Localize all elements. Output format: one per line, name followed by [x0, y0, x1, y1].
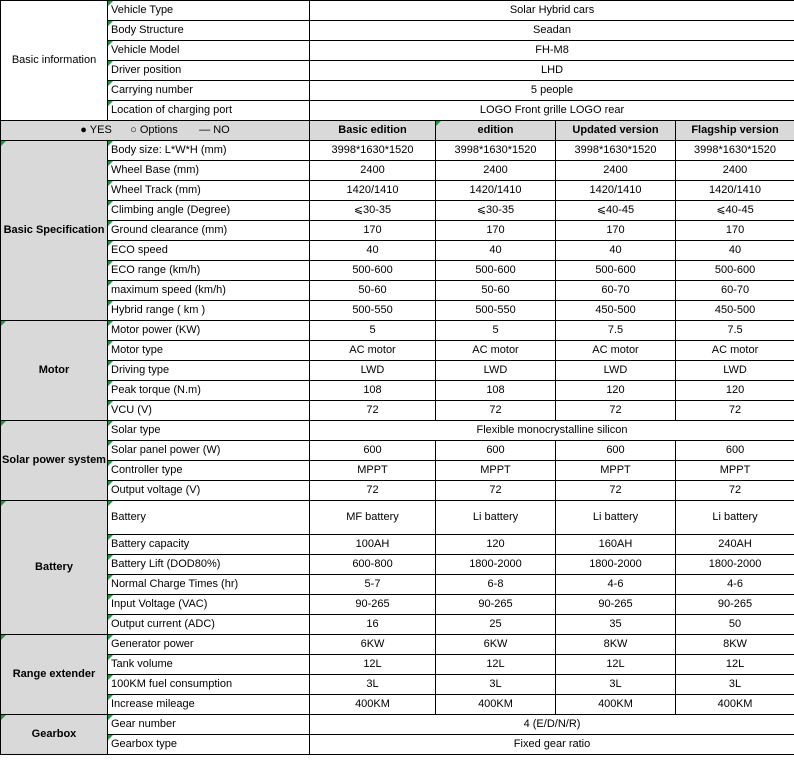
spec-value: ⩽40-45: [556, 201, 676, 221]
spec-row: [1, 261, 794, 281]
spec-label: Battery: [108, 501, 310, 535]
spec-value: 40: [310, 241, 436, 261]
info-label: Vehicle Model: [108, 41, 310, 61]
section-gearbox: Gearbox: [1, 715, 108, 755]
spec-value: 5-7: [310, 575, 436, 595]
spec-value: 6KW: [436, 635, 556, 655]
spec-row: [1, 221, 794, 241]
spec-value: 12L: [676, 655, 794, 675]
spec-label: Hybrid range ( km ): [108, 301, 310, 321]
spec-row: [1, 161, 794, 181]
spec-value: 240AH: [676, 535, 794, 555]
spec-value: 72: [556, 481, 676, 501]
spec-label: Solar type: [108, 421, 310, 441]
spec-row: [1, 501, 794, 535]
spec-value: 170: [676, 221, 794, 241]
version-basic-edition: Basic edition: [310, 121, 436, 141]
spec-value: MPPT: [310, 461, 436, 481]
spec-value: 3998*1630*1520: [556, 141, 676, 161]
spec-label: Peak torque (N.m): [108, 381, 310, 401]
spec-label: Battery Lift (DOD80%): [108, 555, 310, 575]
spec-row: [1, 401, 794, 421]
spec-value: 3998*1630*1520: [436, 141, 556, 161]
spec-value-merged: Fixed gear ratio: [310, 735, 794, 755]
spec-row: [1, 695, 794, 715]
spec-value: 500-600: [436, 261, 556, 281]
spec-value: AC motor: [310, 341, 436, 361]
spec-row: [1, 675, 794, 695]
legend-yes: ● YES: [80, 124, 112, 136]
section-range-extender: Range extender: [1, 635, 108, 715]
spec-value: Li battery: [436, 501, 556, 535]
spec-value: 400KM: [556, 695, 676, 715]
spec-row: [1, 461, 794, 481]
info-label: Location of charging port: [108, 101, 310, 121]
spec-row: [1, 735, 794, 755]
spec-row: [1, 301, 794, 321]
spec-label: ECO range (km/h): [108, 261, 310, 281]
spec-value: 12L: [556, 655, 676, 675]
spec-value: MPPT: [676, 461, 794, 481]
spec-value: 90-265: [310, 595, 436, 615]
spec-row: [1, 575, 794, 595]
info-row: [1, 1, 794, 21]
spec-value: 35: [556, 615, 676, 635]
spec-value: 500-600: [556, 261, 676, 281]
spec-value: 600: [436, 441, 556, 461]
spec-value: 72: [556, 401, 676, 421]
spec-value: 72: [436, 481, 556, 501]
spec-value-merged: 4 (E/D/N/R): [310, 715, 794, 735]
spec-row: [1, 615, 794, 635]
spec-value: 2400: [310, 161, 436, 181]
spec-value: 12L: [436, 655, 556, 675]
spec-value: 450-500: [556, 301, 676, 321]
spec-value: 1800-2000: [676, 555, 794, 575]
spec-value: 120: [676, 381, 794, 401]
info-label: Carrying number: [108, 81, 310, 101]
spec-label: Wheel Track (mm): [108, 181, 310, 201]
spec-row: [1, 181, 794, 201]
info-row: [1, 41, 794, 61]
spec-row: [1, 441, 794, 461]
spec-label: Increase mileage: [108, 695, 310, 715]
spec-value: 5: [436, 321, 556, 341]
spec-value: 6-8: [436, 575, 556, 595]
spec-value: 4-6: [676, 575, 794, 595]
spec-row: [1, 341, 794, 361]
info-label: Driver position: [108, 61, 310, 81]
spec-value: 2400: [436, 161, 556, 181]
spec-row: [1, 635, 794, 655]
info-row: [1, 61, 794, 81]
spec-value: LWD: [310, 361, 436, 381]
spec-value: 4-6: [556, 575, 676, 595]
spec-value: LWD: [676, 361, 794, 381]
spec-label: Tank volume: [108, 655, 310, 675]
spec-row: [1, 421, 794, 441]
spec-row: [1, 141, 794, 161]
spec-label: 100KM fuel consumption: [108, 675, 310, 695]
spec-label: Input Voltage (VAC): [108, 595, 310, 615]
spec-value: AC motor: [556, 341, 676, 361]
spec-value: LWD: [436, 361, 556, 381]
info-value: Seadan: [310, 21, 794, 41]
spec-value: 72: [310, 401, 436, 421]
version-edition: edition: [436, 121, 556, 141]
spec-value: MPPT: [436, 461, 556, 481]
spec-value: 1800-2000: [556, 555, 676, 575]
spec-value: AC motor: [676, 341, 794, 361]
info-row: [1, 81, 794, 101]
spec-value: LWD: [556, 361, 676, 381]
spec-label: Battery capacity: [108, 535, 310, 555]
spec-row: [1, 281, 794, 301]
spec-value: 600: [676, 441, 794, 461]
spec-label: Output current (ADC): [108, 615, 310, 635]
spec-row: [1, 555, 794, 575]
spec-row: [1, 321, 794, 341]
spec-row: [1, 201, 794, 221]
spec-value: 500-600: [310, 261, 436, 281]
version-updated: Updated version: [556, 121, 676, 141]
spec-value: 60-70: [676, 281, 794, 301]
spec-value: 2400: [556, 161, 676, 181]
spec-value: 100AH: [310, 535, 436, 555]
spec-label: maximum speed (km/h): [108, 281, 310, 301]
spec-value: 120: [436, 535, 556, 555]
info-value: LOGO Front grille LOGO rear: [310, 101, 794, 121]
spec-value: 500-550: [436, 301, 556, 321]
info-value: Solar Hybrid cars: [310, 1, 794, 21]
version-flagship: Flagship version: [676, 121, 794, 141]
spec-value: Li battery: [556, 501, 676, 535]
spec-value: MF battery: [310, 501, 436, 535]
info-row: [1, 101, 794, 121]
spec-value: 5: [310, 321, 436, 341]
spec-label: Climbing angle (Degree): [108, 201, 310, 221]
spec-value: 108: [436, 381, 556, 401]
spec-value: 600: [310, 441, 436, 461]
legend-no: — NO: [199, 124, 230, 136]
spec-value: 1420/1410: [310, 181, 436, 201]
spec-label: Gearbox type: [108, 735, 310, 755]
spec-value: 8KW: [556, 635, 676, 655]
spec-value: MPPT: [556, 461, 676, 481]
spec-label: Motor type: [108, 341, 310, 361]
spec-value: 3L: [310, 675, 436, 695]
spec-label: Ground clearance (mm): [108, 221, 310, 241]
spec-row: [1, 655, 794, 675]
spec-value: 160AH: [556, 535, 676, 555]
spec-value: 8KW: [676, 635, 794, 655]
spec-value: 1420/1410: [556, 181, 676, 201]
spec-value: 16: [310, 615, 436, 635]
spec-value: 3L: [556, 675, 676, 695]
section-motor: Motor: [1, 321, 108, 421]
spec-value: 1420/1410: [676, 181, 794, 201]
spec-label: Wheel Base (mm): [108, 161, 310, 181]
spec-value: 400KM: [676, 695, 794, 715]
spec-value: 120: [556, 381, 676, 401]
spec-label: Normal Charge Times (hr): [108, 575, 310, 595]
info-value: FH-M8: [310, 41, 794, 61]
spec-value: 50-60: [436, 281, 556, 301]
spec-value: 50: [676, 615, 794, 635]
spec-value: AC motor: [436, 341, 556, 361]
spec-value: 3998*1630*1520: [310, 141, 436, 161]
spec-value: 2400: [676, 161, 794, 181]
spec-label: Generator power: [108, 635, 310, 655]
info-label: Body Structure: [108, 21, 310, 41]
spec-value: 90-265: [436, 595, 556, 615]
spec-value: 3L: [676, 675, 794, 695]
spec-label: Gear number: [108, 715, 310, 735]
spec-label: Driving type: [108, 361, 310, 381]
info-value: 5 people: [310, 81, 794, 101]
spec-label: ECO speed: [108, 241, 310, 261]
spec-value: 400KM: [310, 695, 436, 715]
spec-label: Output voltage (V): [108, 481, 310, 501]
section-solar-power-system: Solar power system: [1, 421, 108, 501]
spec-value: 72: [436, 401, 556, 421]
spec-row: [1, 595, 794, 615]
section-basic-information: Basic information: [1, 1, 108, 121]
spec-value: 40: [556, 241, 676, 261]
spec-label: Controller type: [108, 461, 310, 481]
spec-label: Solar panel power (W): [108, 441, 310, 461]
spec-value: 500-600: [676, 261, 794, 281]
spec-row: [1, 381, 794, 401]
spec-value: 1800-2000: [436, 555, 556, 575]
info-value: LHD: [310, 61, 794, 81]
section-battery: Battery: [1, 501, 108, 635]
spec-value: 170: [436, 221, 556, 241]
info-row: [1, 21, 794, 41]
spec-value: 40: [676, 241, 794, 261]
spec-row: [1, 715, 794, 735]
spec-row: [1, 241, 794, 261]
spec-value: 72: [676, 401, 794, 421]
version-header-row: [1, 121, 794, 141]
spec-label: Body size: L*W*H (mm): [108, 141, 310, 161]
spec-value: 600: [556, 441, 676, 461]
spec-value-merged: Flexible monocrystalline silicon: [310, 421, 794, 441]
legend: [1, 121, 310, 141]
spec-value: 600-800: [310, 555, 436, 575]
spec-value: 50-60: [310, 281, 436, 301]
spec-value: 72: [310, 481, 436, 501]
spec-value: 6KW: [310, 635, 436, 655]
spec-value: 7.5: [676, 321, 794, 341]
spec-value: 40: [436, 241, 556, 261]
spec-value: Li battery: [676, 501, 794, 535]
spec-value: ⩽40-45: [676, 201, 794, 221]
spec-value: 90-265: [676, 595, 794, 615]
spec-label: VCU (V): [108, 401, 310, 421]
spec-value: 72: [676, 481, 794, 501]
spec-value: 12L: [310, 655, 436, 675]
spec-value: 90-265: [556, 595, 676, 615]
spec-value: 450-500: [676, 301, 794, 321]
spec-value: 7.5: [556, 321, 676, 341]
spec-value: 170: [310, 221, 436, 241]
spec-row: [1, 535, 794, 555]
spec-value: 3L: [436, 675, 556, 695]
spec-value: 108: [310, 381, 436, 401]
section-basic-specification: Basic Specification: [1, 141, 108, 321]
spec-value: 500-550: [310, 301, 436, 321]
spec-value: 170: [556, 221, 676, 241]
spec-value: 1420/1410: [436, 181, 556, 201]
spec-label: Motor power (KW): [108, 321, 310, 341]
spec-value: 25: [436, 615, 556, 635]
legend-options: ○ Options: [130, 124, 178, 136]
spec-row: [1, 481, 794, 501]
spec-row: [1, 361, 794, 381]
info-label: Vehicle Type: [108, 1, 310, 21]
spec-value: 60-70: [556, 281, 676, 301]
spec-value: ⩽30-35: [436, 201, 556, 221]
spec-value: 400KM: [436, 695, 556, 715]
spec-value: 3998*1630*1520: [676, 141, 794, 161]
spec-value: ⩽30-35: [310, 201, 436, 221]
